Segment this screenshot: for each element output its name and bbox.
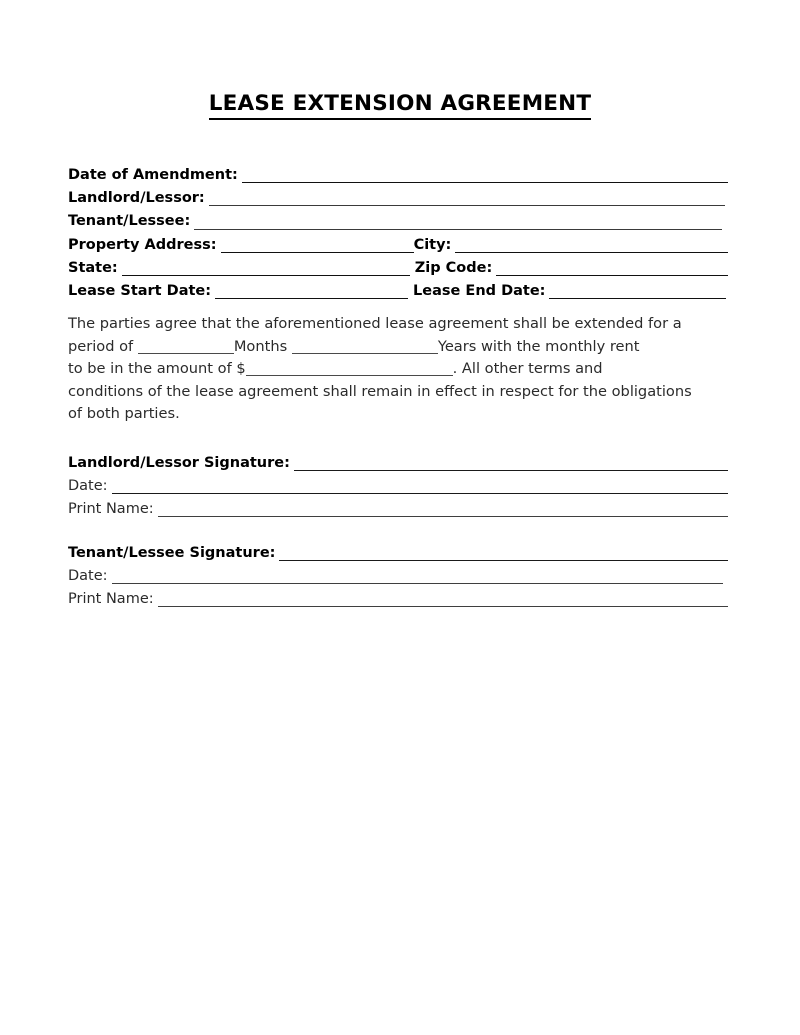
monthly-rent-amount-input[interactable]	[246, 362, 453, 376]
months-input[interactable]	[138, 340, 234, 354]
property-address-input[interactable]	[221, 237, 414, 253]
state-label: State:	[68, 259, 118, 276]
page-title-text: LEASE EXTENSION AGREEMENT	[209, 92, 592, 120]
page-title	[0, 92, 800, 120]
paragraph-line-5	[68, 403, 728, 426]
paragraph-line-4-text: conditions of the lease agreement shall remain in effect in respect for the obligations	[68, 382, 692, 400]
landlord-lessor-label: Landlord/Lessor:	[68, 190, 205, 207]
years-input[interactable]	[292, 340, 438, 354]
landlord-date-label: Date:	[68, 477, 108, 494]
landlord-print-name-row	[68, 494, 728, 517]
tenant-print-name-label: Print Name:	[68, 590, 154, 607]
tenant-print-name-row	[68, 584, 728, 607]
lease-end-date-input[interactable]	[549, 283, 726, 299]
zip-code-input[interactable]	[496, 260, 728, 276]
field-row-tenant-lessee	[68, 206, 728, 229]
field-row-state-zip	[68, 253, 728, 276]
city-label: City:	[413, 236, 452, 253]
property-address-label: Property Address:	[68, 236, 217, 253]
tenant-date-label: Date:	[68, 567, 108, 584]
landlord-signature-label: Landlord/Lessor Signature:	[68, 454, 290, 471]
field-row-lease-dates	[68, 276, 728, 299]
paragraph-line-1	[68, 313, 728, 336]
tenant-signature-input[interactable]	[279, 545, 728, 561]
tenant-signature-row	[68, 538, 728, 561]
amount-prefix-text: to be in the amount of $	[68, 360, 246, 378]
tenant-signature-block	[68, 538, 728, 607]
paragraph-line-1-text: The parties agree that the aforementioned lease agreement shall be extended for a	[68, 315, 682, 332]
zip-code-label: Zip Code:	[414, 259, 493, 276]
tenant-print-name-input[interactable]	[158, 591, 728, 607]
field-row-date-of-amendment	[68, 160, 728, 183]
paragraph-line-5-text: of both parties.	[68, 405, 180, 423]
tenant-lessee-label: Tenant/Lessee:	[68, 213, 191, 230]
landlord-print-name-input[interactable]	[158, 501, 728, 517]
date-of-amendment-label: Date of Amendment:	[68, 166, 238, 183]
state-input[interactable]	[122, 260, 410, 276]
field-row-landlord-lessor	[68, 183, 728, 206]
landlord-signature-row	[68, 448, 728, 471]
tenant-lessee-input[interactable]	[194, 214, 722, 230]
party-details-fieldset	[68, 160, 728, 299]
landlord-date-row	[68, 471, 728, 494]
tenant-signature-label: Tenant/Lessee Signature:	[68, 544, 276, 561]
landlord-date-input[interactable]	[112, 478, 728, 494]
lease-end-date-label: Lease End Date:	[413, 282, 546, 299]
date-of-amendment-input[interactable]	[242, 167, 728, 183]
paragraph-line-4	[68, 381, 728, 404]
tenant-date-input[interactable]	[112, 568, 723, 584]
city-input[interactable]	[455, 237, 728, 253]
months-text: Months	[233, 337, 288, 355]
period-of-text: period of	[68, 337, 134, 355]
landlord-lessor-input[interactable]	[209, 190, 725, 206]
amount-suffix-text: . All other terms and	[452, 360, 603, 378]
lease-start-date-input[interactable]	[215, 283, 408, 299]
landlord-signature-input[interactable]	[294, 455, 728, 471]
paragraph-line-2	[68, 336, 728, 359]
landlord-print-name-label: Print Name:	[68, 500, 154, 517]
tenant-date-row	[68, 561, 728, 584]
paragraph-line-3	[68, 358, 728, 381]
field-row-address-city	[68, 230, 728, 253]
years-text: Years with the monthly rent	[437, 337, 640, 355]
extension-terms-paragraph	[68, 313, 728, 426]
landlord-signature-block	[68, 448, 728, 517]
lease-start-date-label: Lease Start Date:	[68, 282, 212, 299]
